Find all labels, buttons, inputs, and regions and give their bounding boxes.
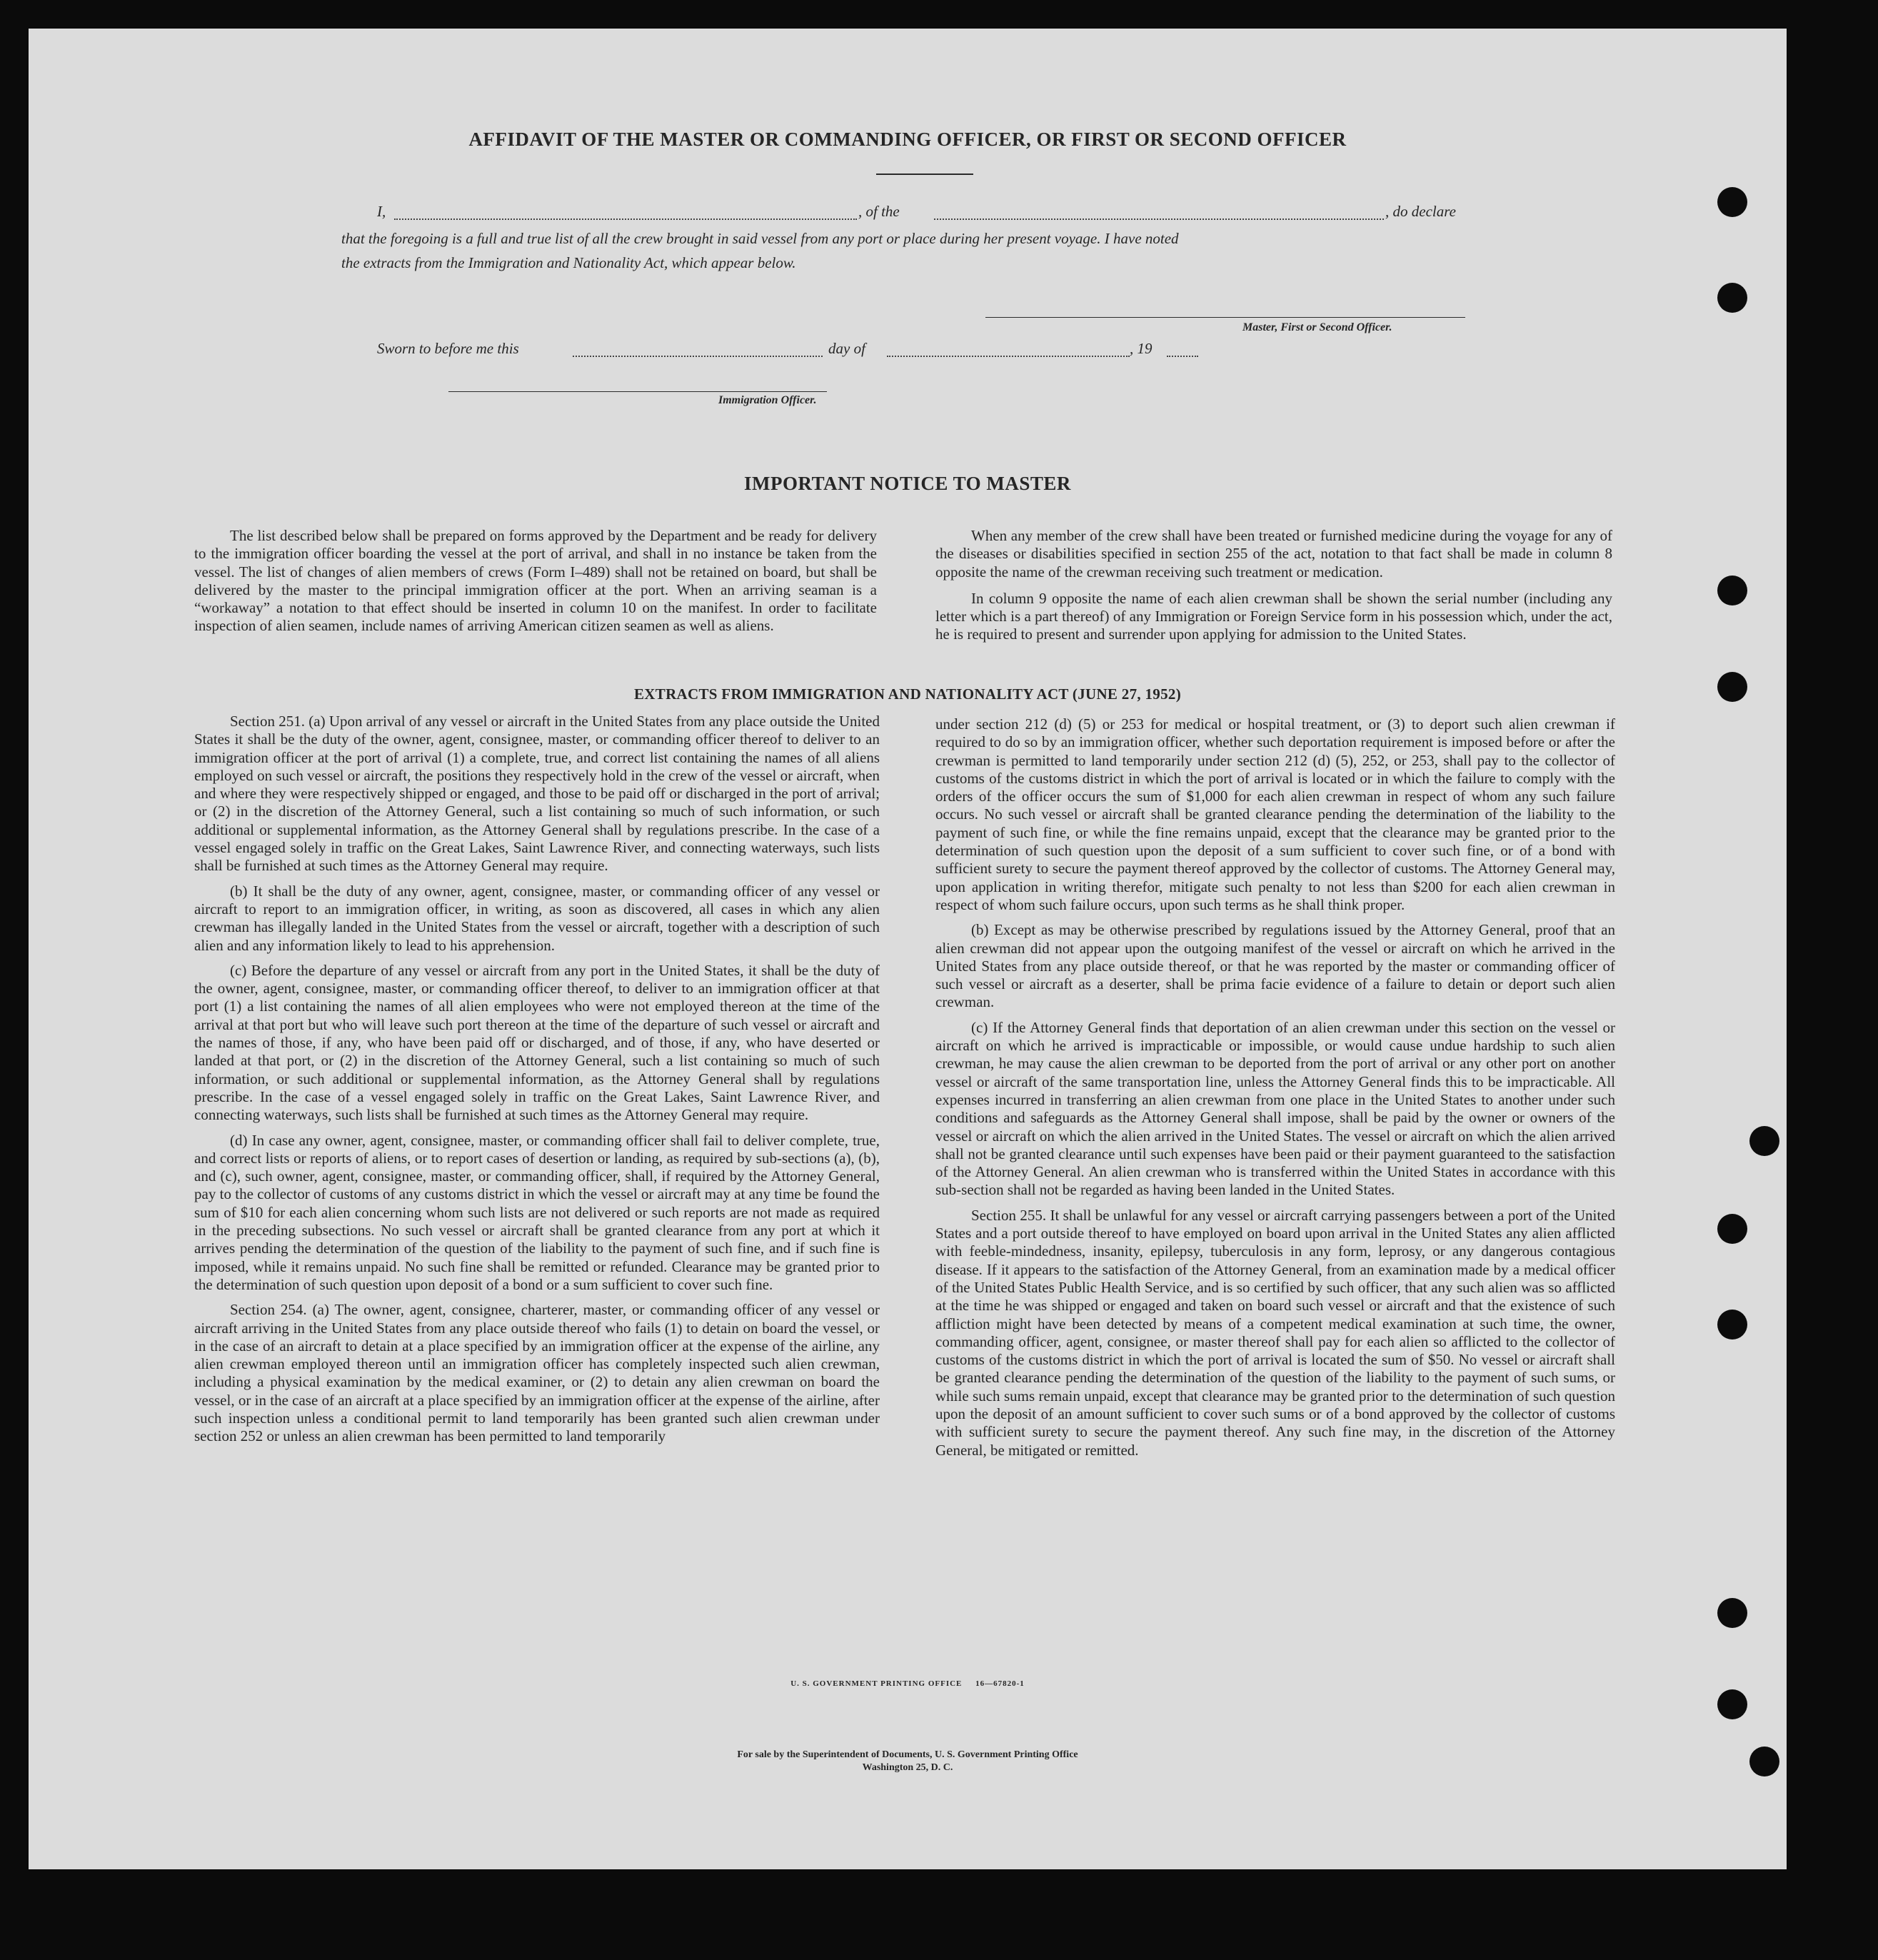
printing-office-line: U. S. GOVERNMENT PRINTING OFFICE 16—67820-1 <box>790 1679 1025 1688</box>
section-251b: (b) It shall be the duty of any owner, agent, consignee, master, or commanding officer of any vessel or aircraft to report to an immigration officer, in writing, as soon as discovered, all cases in which any alien crewman has illegally landed in the United States from the vessel or aircraft, together with a description of such alien and any information likely to lead to his apprehension. <box>194 882 880 954</box>
document-page <box>29 29 1787 1869</box>
master-signature-line[interactable] <box>985 317 1465 318</box>
punch-hole <box>1717 576 1747 605</box>
name-field[interactable] <box>394 218 857 220</box>
extracts-title: EXTRACTS FROM IMMIGRATION AND NATIONALITY ACT (JUNE 27, 1952) <box>634 685 1181 703</box>
do-declare-label: , do declare <box>1385 203 1456 220</box>
i-label: I, <box>377 203 386 220</box>
notice-right-column <box>935 527 1612 653</box>
punch-hole <box>1717 283 1747 313</box>
extracts-right-column <box>935 715 1615 1467</box>
officer-signature-caption: Immigration Officer. <box>718 394 817 406</box>
notice-left-paragraph: The list described below shall be prepared on forms approved by the Department and be ready for delivery to the immigration officer boarding the vessel at the port of arrival, and shall in no instance be taken from the vessel. The list of changes of alien members of crews (Form I–489) shall not be retained on board, but shall be delivered by the master to the principal immigration officer at the port. When an arriving seaman is a “workaway” a notation to that effect should be inserted in column 10 on the manifest. In order to facilitate inspection of alien seamen, include names of arriving American citizen seamen as well as aliens. <box>194 527 877 635</box>
section-254b: (b) Except as may be otherwise prescribed by regulations issued by the Attorney General, proof that an alien crewman did not appear upon the outgoing manifest of the vessel or aircraft on which he arrived in the United States from any place outside thereof, or that he was reported by the master or commanding officer of such vessel or aircraft as a deserter, shall be prima facie evidence of a failure to detain or deport such alien crewman. <box>935 921 1615 1011</box>
section-254c: (c) If the Attorney General finds that deportation of an alien crewman under this section on the vessel or aircraft on which he arrived is impracticable or impossible, or would cause undue hardship to such alien crewman, he may cause the alien crewman to be deported from the port of arrival or any other port on another vessel or aircraft of the same transportation line, unless the Attorney General finds this to be impracticable. All expenses incurred in transferring an alien crewman from one place in the United States to another under such conditions and safeguards as the Attorney General shall impose, shall be paid by the owner or owners of the vessel or aircraft on which the alien arrived in the United States. The vessel or aircraft on which the alien arrived shall not be granted clearance until such expenses have been paid or their payment guaranteed to the satisfaction of the Attorney General. An alien crewman who is transferred within the United States in accordance with this sub-section shall not be regarded as having been landed in the United States. <box>935 1018 1615 1199</box>
notice-right-paragraph-1: When any member of the crew shall have been treated or furnished medicine during the voyage for any of the diseases or disabilities specified in section 255 of the act, notation to that fact shall be made in column 8 opposite the name of the crewman receiving such treatment or medication. <box>935 527 1612 581</box>
punch-hole <box>1717 1214 1747 1244</box>
notice-left-column <box>194 527 877 644</box>
section-251d: (d) In case any owner, agent, consignee, master, or commanding officer shall fail to deliver complete, true, and correct lists or reports of aliens, or to report cases of desertion or landing, as required by sub-sections (a), (b), and (c), such owner, agent, consignee, master, or commanding officer, shall, if required by the Attorney General, pay to the collector of customs of any customs district in which the vessel or aircraft may at any time be found the sum of $10 for each alien concerning whom such lists are not delivered or such reports are not made as required in the preceding subsections. No such vessel or aircraft shall be granted clearance from any port at which it arrives pending the determination of the question of the liability to the payment of such fine, and if such fine is imposed, while it remains unpaid. No such fine shall be remitted or refunded. Clearance may be granted prior to the determination of such question upon deposit of a bond or a sum sufficient to cover such fine. <box>194 1131 880 1293</box>
sworn-month-field[interactable] <box>887 356 1130 357</box>
extracts-left-column <box>194 713 880 1453</box>
master-signature-caption: Master, First or Second Officer. <box>1242 321 1392 333</box>
punch-hole <box>1717 1689 1747 1719</box>
declaration-line-2: the extracts from the Immigration and Nationality Act, which appear below. <box>341 254 796 271</box>
section-251c: (c) Before the departure of any vessel or aircraft from any port in the United States, it shall be the duty of the owner, agent, consignee, master, or commanding officer thereof, to deliver to an immigration officer at that port (1) a list containing the names of all alien employees who were not employed thereon at the time of the arrival at that port but who will leave such port thereon at the time of the departure of such vessel or aircraft and the names of those, if any, who have been paid off or discharged, and of those, if any, who have deserted or landed at that port, or (2) in the discretion of the Attorney General, such a list containing so much of such information, or such additional or supplemental information, as the Attorney General shall by regulations prescribe. In the case of a vessel engaged solely in traffic on the Great Lakes, Saint Lawrence River, and connecting waterways, such lists shall be furnished at such times as the Attorney General may require. <box>194 961 880 1124</box>
punch-hole <box>1717 187 1747 217</box>
sworn-label: Sworn to before me this <box>377 340 519 357</box>
for-sale-line-1: For sale by the Superintendent of Documents, U. S. Government Printing Office <box>737 1749 1078 1760</box>
title-underline <box>876 174 973 175</box>
day-of-label: day of <box>828 340 865 357</box>
punch-hole <box>1717 1310 1747 1340</box>
of-the-label: , of the <box>858 203 900 220</box>
section-254a: Section 254. (a) The owner, agent, consignee, charterer, master, or commanding officer of any vessel or aircraft arriving in the United States from any place outside thereof who fails (1) to detain on board the vessel, or in the case of an aircraft to detain at a place specified by an immigration officer at the expense of the airline, any alien crewman employed thereon until an immigration officer has completely inspected such alien crewman, including a physical examination by the medical examiner, or (2) to detain any alien crewman on board the vessel, or in the case of an aircraft at a place specified by an immigration officer at the expense of the airline, after such inspection unless a conditional permit to land temporarily has been granted such alien crewman under section 252 or unless an alien crewman has been permitted to land temporarily <box>194 1301 880 1445</box>
punch-hole <box>1749 1747 1779 1776</box>
notice-title: IMPORTANT NOTICE TO MASTER <box>744 473 1071 494</box>
section-254a-continued: under section 212 (d) (5) or 253 for medical or hospital treatment, or (3) to deport such alien crewman if required to do so by an immigration officer, whether such deportation requirement is imposed before or after the crewman is permitted to land temporarily under section 212 (d) (5), 252, or 253, shall pay to the collector of customs of the customs district in which the port of arrival is located or in which the failure to comply with the orders of the officer occurs the sum of $1,000 for each alien crewman in respect of whom any such failure occurs. No such vessel or aircraft shall be granted clearance pending the determination of the liability to the payment of such fine, or while the fine remains unpaid, except that the clearance may be granted prior to the determination of such question upon the deposit of a sum sufficient to cover such fine, or of a bond with sufficient surety to secure the payment thereof approved by the collector of customs. The Attorney General may, upon application in writing therefor, mitigate such penalty to not less than $200 for each alien crewman in respect of whom such failure occurs, upon such terms as he shall think proper. <box>935 715 1615 913</box>
notice-right-paragraph-2: In column 9 opposite the name of each alien crewman shall be shown the serial number (including any letter which is a part thereof) of any Immigration or Foreign Service form in his possession which, under the act, he is required to present and surrender upon applying for admission to the United States. <box>935 589 1612 643</box>
affidavit-title: AFFIDAVIT OF THE MASTER OR COMMANDING OFFICER, OR FIRST OR SECOND OFFICER <box>468 129 1347 150</box>
sworn-year-field[interactable] <box>1167 356 1198 357</box>
punch-hole <box>1749 1126 1779 1156</box>
section-251a: Section 251. (a) Upon arrival of any vessel or aircraft in the United States from any place outside the United States it shall be the duty of the owner, agent, consignee, master, or commanding officer thereof to deliver to an immigration officer at the port of arrival (1) a complete, true, and correct list containing the names of all aliens employed on such vessel or aircraft, the positions they respectively hold in the crew of the vessel or aircraft, when and where they were respectively shipped or engaged, and those to be paid off or discharged in the port of arrival; or (2) in the discretion of the Attorney General, such a list containing so much of such information, or such additional or supplemental information, as the Attorney General shall by regulations prescribe. In the case of a vessel engaged solely in traffic on the Great Lakes, Saint Lawrence River, and connecting waterways, such lists shall be furnished at such times as the Attorney General may require. <box>194 713 880 875</box>
punch-hole <box>1717 1598 1747 1628</box>
vessel-field[interactable] <box>934 218 1384 220</box>
for-sale-line-2: Washington 25, D. C. <box>862 1762 953 1773</box>
sworn-day-field[interactable] <box>573 356 823 357</box>
year-label: , 19 <box>1130 340 1153 357</box>
section-255: Section 255. It shall be unlawful for any vessel or aircraft carrying passengers between a port of the United States and a port outside thereof to have employed on board upon arrival in the United States any alien afflicted with feeble-mindedness, insanity, epilepsy, tuberculosis in any form, leprosy, or any dangerous contagious disease. If it appears to the satisfaction of the Attorney General, from an examination made by a medical officer of the United States Public Health Service, and is so certified by such officer, that any such alien was so afflicted at the time he was shipped or engaged and taken on board such vessel or aircraft and that the existence of such affliction might have been detected by means of a competent medical examination at such time, the owner, commanding officer, agent, consignee, or master thereof shall pay for each alien so afflicted to the collector of customs of the customs district in which the port of arrival is located the sum of $50. No vessel or aircraft shall be granted clearance pending the determination of the question of the liability to the payment of such sums, or while such sums remain unpaid, except that clearance may be granted prior to the determination of such question upon the deposit of an amount sufficient to cover such sums or of a bond approved by the collector of customs with sufficient surety to secure the payment thereof. Any such fine may, in the discretion of the Attorney General, be mitigated or remitted. <box>935 1206 1615 1459</box>
officer-signature-line[interactable] <box>448 391 827 392</box>
declaration-line-1: that the foregoing is a full and true list of all the crew brought in said vessel from any port or place during her present voyage. I have noted <box>341 230 1179 247</box>
punch-hole <box>1717 672 1747 702</box>
